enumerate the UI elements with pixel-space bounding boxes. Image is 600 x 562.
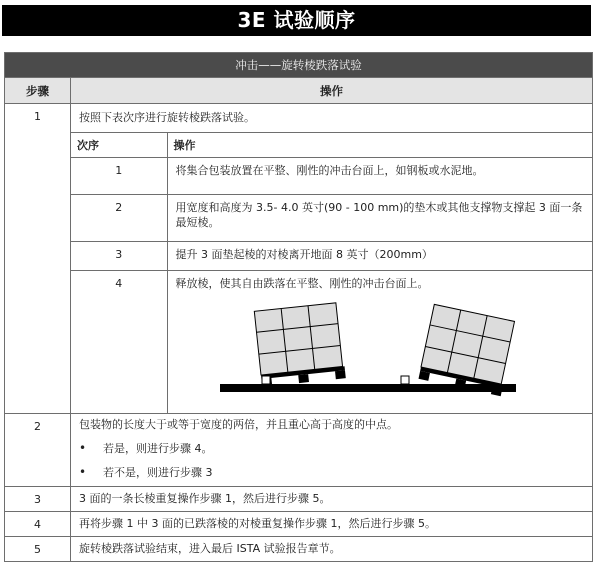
step-text: 旋转棱跌落试验结束，进入最后 ISTA 试验报告章节。 — [71, 537, 593, 562]
section-title: 冲击——旋转棱跌落试验 — [5, 53, 593, 78]
subtable-header-order: 次序 — [71, 133, 167, 158]
order-number: 3 — [71, 242, 167, 271]
rotational-edge-drop-diagram — [176, 297, 516, 397]
test-sequence-table — [4, 52, 593, 562]
step-number: 3 — [5, 487, 71, 512]
support-block — [401, 376, 409, 384]
step-number: 2 — [5, 414, 71, 487]
order-number: 4 — [71, 271, 167, 414]
subtable-header-operation: 操作 — [167, 133, 592, 158]
order-number: 2 — [71, 195, 167, 242]
drop-order-subtable — [71, 132, 592, 413]
step-text: 包装物的长度大于或等于宽度的两倍，并且重心高于高度的中点。 — [79, 418, 398, 431]
step-text: 3 面的一条长棱重复操作步骤 1，然后进行步骤 5。 — [71, 487, 593, 512]
page-title: 3E 试验顺序 — [2, 5, 591, 36]
table-row-step-4 — [5, 512, 593, 537]
order-number: 1 — [71, 158, 167, 195]
step-number: 5 — [5, 537, 71, 562]
order-text: 将集合包装放置在平整、刚性的冲击台面上，如钢板或水泥地。 — [167, 158, 592, 195]
support-block — [262, 376, 270, 384]
subtable-row — [71, 271, 592, 414]
order-text: 释放棱，使其自由跌落在平整、刚性的冲击台面上。 — [175, 277, 429, 290]
bullet-icon: • — [79, 465, 87, 479]
table-row-step-2 — [5, 414, 593, 487]
column-header-operation: 操作 — [71, 78, 593, 104]
step-text: 再将步骤 1 中 3 面的已跌落棱的对棱重复操作步骤 1，然后进行步骤 5。 — [71, 512, 593, 537]
step-number: 1 — [5, 104, 71, 414]
step-number: 4 — [5, 512, 71, 537]
order-text: 提升 3 面垫起棱的对棱离开地面 8 英寸（200mm） — [167, 242, 592, 271]
subtable-row — [71, 158, 592, 195]
step-text: 按照下表次序进行旋转棱跌落试验。 — [79, 111, 255, 124]
bullet-item: • 若是，则进行步骤 4。 — [79, 441, 213, 455]
bullet-icon: • — [79, 441, 87, 455]
subtable-row — [71, 195, 592, 242]
column-header-step: 步骤 — [5, 78, 71, 104]
order-text: 用宽度和高度为 3.5- 4.0 英寸(90 - 100 mm)的垫木或其他支撑物支撑起 3 面一条最短棱。 — [167, 195, 592, 242]
bullet-item: • 若不是，则进行步骤 3 — [79, 465, 213, 479]
table-row-step-5 — [5, 537, 593, 562]
table-row-step-1 — [5, 104, 593, 414]
subtable-row — [71, 242, 592, 271]
table-row-step-3 — [5, 487, 593, 512]
